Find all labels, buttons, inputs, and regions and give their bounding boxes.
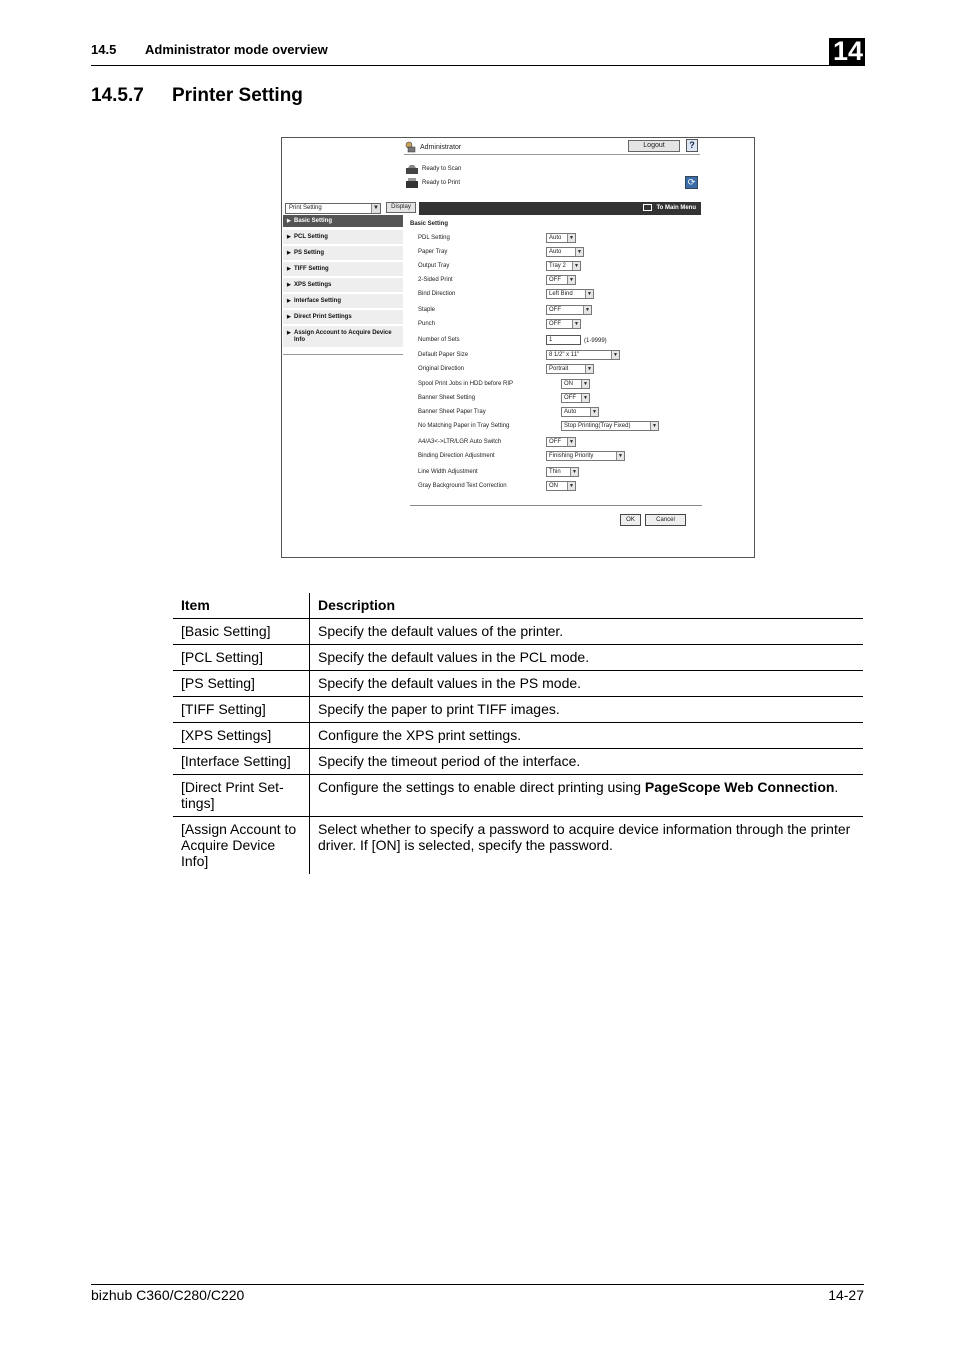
- spool-print-jobs-select[interactable]: [561, 379, 590, 389]
- sidebar-item-label: Direct Print Settings: [294, 314, 352, 320]
- chevron-down-icon: ▼: [575, 248, 583, 256]
- field-label: Bind Direction: [418, 291, 456, 297]
- table-row: [173, 645, 863, 671]
- form-divider: [410, 505, 702, 506]
- select-value: Auto: [564, 409, 577, 415]
- refresh-icon[interactable]: ⟳: [685, 176, 698, 189]
- description-text: .: [834, 779, 839, 795]
- select-value: Tray 2: [549, 263, 566, 269]
- administrator-label: Administrator: [420, 144, 462, 151]
- sidebar-item-xps-settings[interactable]: [283, 278, 403, 293]
- arrow-right-icon: ▶: [287, 218, 291, 224]
- select-value: Stop Printing(Tray Fixed): [564, 423, 631, 429]
- header-section-number: 14.5: [91, 42, 117, 57]
- select-value: OFF: [549, 439, 561, 445]
- chevron-down-icon: ▼: [567, 276, 575, 284]
- sidebar-item-label: TIFF Setting: [294, 266, 329, 272]
- chevron-down-icon: ▼: [650, 422, 658, 430]
- sidebar-item-direct-print-settings[interactable]: [283, 310, 403, 325]
- chevron-down-icon: ▼: [567, 438, 575, 446]
- field-label: Paper Tray: [418, 249, 448, 255]
- field-label: 2-Sided Print: [418, 277, 453, 283]
- table-row: [173, 775, 863, 817]
- sidebar-item-label: Assign Account to Acquire Device Info: [294, 330, 392, 343]
- menu-select[interactable]: [285, 203, 381, 214]
- sidebar-item-label: Basic Setting: [294, 218, 333, 224]
- gray-background-correction-select[interactable]: [546, 481, 576, 491]
- arrow-right-icon: ▶: [287, 234, 291, 240]
- item-cell: [Interface Setting]: [173, 749, 310, 775]
- arrow-right-icon: ▶: [287, 282, 291, 288]
- table-row: [173, 817, 863, 875]
- select-value: Thin: [549, 469, 561, 475]
- chevron-down-icon: ▼: [590, 408, 598, 416]
- arrow-right-icon: ▶: [287, 330, 291, 336]
- select-value: Left Bind: [549, 291, 573, 297]
- output-tray-select[interactable]: [546, 261, 581, 271]
- select-value: Auto: [549, 235, 562, 241]
- item-cell: [TIFF Setting]: [173, 697, 310, 723]
- description-cell: Select whether to specify a password to acquire device information through the printer driver. If [ON] is selected, specify the password.: [318, 821, 851, 853]
- logout-button[interactable]: Logout: [628, 140, 680, 152]
- field-label: No Matching Paper in Tray Setting: [418, 423, 510, 429]
- print-status: Ready to Print: [422, 180, 461, 186]
- chevron-down-icon: ▼: [581, 394, 589, 402]
- help-button[interactable]: ?: [686, 139, 698, 152]
- field-label: Spool Print Jobs in HDD before RIP: [418, 381, 514, 387]
- chevron-down-icon: ▼: [583, 306, 591, 314]
- field-label: Output Tray: [418, 263, 450, 269]
- footer-rule: [91, 1284, 864, 1285]
- item-cell: [PCL Setting]: [173, 645, 310, 671]
- chapter-number: [833, 36, 863, 67]
- select-value: OFF: [564, 395, 576, 401]
- sidebar-item-tiff-setting[interactable]: [283, 262, 403, 277]
- chevron-down-icon: ▼: [572, 320, 580, 328]
- field-label: Banner Sheet Paper Tray: [418, 409, 486, 415]
- banner-sheet-setting-select[interactable]: [561, 393, 590, 403]
- description-table: [173, 593, 863, 874]
- sidebar-item-interface-setting[interactable]: [283, 294, 403, 309]
- sidebar-divider: [283, 354, 403, 355]
- ok-button[interactable]: OK: [620, 514, 641, 526]
- sidebar-item-label: XPS Settings: [294, 282, 332, 288]
- description-cell: Specify the paper to print TIFF images.: [310, 697, 864, 723]
- field-label: PDL Setting: [418, 235, 450, 241]
- sidebar-item-assign-account[interactable]: [283, 326, 403, 348]
- table-row: [173, 671, 863, 697]
- number-of-sets-input[interactable]: 1: [546, 335, 581, 345]
- select-value: ON: [549, 483, 558, 489]
- chevron-down-icon: ▼: [572, 262, 580, 270]
- chevron-down-icon: ▼: [371, 204, 380, 213]
- description-cell: Specify the default values of the printer.: [310, 619, 864, 645]
- chevron-down-icon: ▼: [567, 482, 575, 490]
- header-rule: [91, 65, 864, 66]
- two-sided-print-select[interactable]: [546, 275, 576, 285]
- cancel-button[interactable]: Cancel: [645, 514, 686, 526]
- field-label: Number of Sets: [418, 337, 460, 343]
- footer-product: bizhub C360/C280/C220: [91, 1287, 245, 1303]
- header-section-title: Administrator mode overview: [145, 42, 328, 57]
- admin-divider: [404, 154, 700, 155]
- chevron-down-icon: ▼: [585, 365, 593, 373]
- section-title-text: Printer Setting: [172, 85, 303, 106]
- menu-select-value: Print Setting: [289, 205, 322, 211]
- select-value: 8 1/2" x 11": [549, 352, 580, 358]
- sidebar-item-basic-setting[interactable]: [283, 215, 403, 228]
- chevron-down-icon: ▼: [570, 468, 578, 476]
- to-main-menu-link[interactable]: To Main Menu: [656, 205, 696, 211]
- bind-direction-select[interactable]: [546, 289, 594, 299]
- select-value: OFF: [549, 277, 561, 283]
- sidebar-item-ps-setting[interactable]: [283, 246, 403, 261]
- arrow-right-icon: ▶: [287, 314, 291, 320]
- table-row: [173, 723, 863, 749]
- scanner-icon: [405, 164, 419, 175]
- table-header-row: [173, 593, 863, 619]
- punch-select[interactable]: [546, 319, 581, 329]
- chevron-down-icon: ▼: [616, 452, 624, 460]
- default-paper-size-select[interactable]: [546, 350, 620, 360]
- field-label: A4/A3<->LTR/LGR Auto Switch: [418, 439, 502, 445]
- running-header: [91, 42, 328, 57]
- description-cell: Configure the XPS print settings.: [310, 723, 864, 749]
- product-name: PageScope Web Connection: [644, 779, 835, 795]
- sidebar-item-label: Interface Setting: [294, 298, 342, 304]
- field-label: Banner Sheet Setting: [418, 395, 476, 401]
- field-label: Gray Background Text Correction: [418, 483, 507, 489]
- description-text: Configure the settings to enable direct printing using: [318, 779, 645, 795]
- paper-tray-select[interactable]: [546, 247, 584, 257]
- select-value: Portrait: [549, 366, 569, 372]
- column-header: Description: [310, 593, 864, 619]
- pdl-setting-select[interactable]: [546, 233, 576, 243]
- field-label: Default Paper Size: [418, 352, 469, 358]
- field-label: Original Direction: [418, 366, 465, 372]
- content-title: Basic Setting: [410, 221, 449, 227]
- arrow-right-icon: ▶: [287, 250, 291, 256]
- line-width-adjustment-select[interactable]: [546, 467, 579, 477]
- select-value: Auto: [549, 249, 562, 255]
- field-label: Punch: [418, 321, 436, 327]
- chevron-down-icon: ▼: [581, 380, 589, 388]
- item-cell: [Basic Setting]: [173, 619, 310, 645]
- printer-setting-screenshot: [281, 137, 755, 558]
- select-value: OFF: [549, 307, 561, 313]
- description-cell: [310, 775, 864, 817]
- sidebar-item-label: PCL Setting: [294, 234, 328, 240]
- chevron-down-icon: ▼: [585, 290, 593, 298]
- sidebar-item-pcl-setting[interactable]: [283, 230, 403, 245]
- main-menu-icon: [643, 204, 652, 211]
- select-value: Finishing Priority: [549, 453, 594, 459]
- no-matching-paper-select[interactable]: [561, 421, 659, 431]
- arrow-right-icon: ▶: [287, 266, 291, 272]
- sidebar-item-label: PS Setting: [294, 250, 325, 256]
- scan-status: Ready to Scan: [422, 166, 462, 172]
- staple-select[interactable]: [546, 305, 592, 315]
- column-header: Item: [173, 593, 310, 619]
- table-row: [173, 697, 863, 723]
- field-label: Staple: [418, 307, 436, 313]
- display-button[interactable]: Display: [386, 202, 416, 213]
- section-number: 14.5.7: [91, 85, 144, 106]
- original-direction-select[interactable]: [546, 364, 594, 374]
- chapter-number-text: 14: [833, 36, 864, 66]
- arrow-right-icon: ▶: [287, 298, 291, 304]
- item-cell: [Direct Print Set-tings]: [173, 775, 310, 817]
- field-label: Binding Direction Adjustment: [418, 453, 495, 459]
- page-number: 14-27: [828, 1287, 864, 1303]
- banner-sheet-paper-tray-select[interactable]: [561, 407, 599, 417]
- section-title: [91, 85, 303, 107]
- description-cell: Specify the default values in the PCL mode.: [310, 645, 864, 671]
- top-bar: [419, 202, 701, 215]
- printer-icon: [405, 178, 419, 189]
- table-row: [173, 749, 863, 775]
- chevron-down-icon: ▼: [567, 234, 575, 242]
- description-cell: Specify the timeout period of the interface.: [310, 749, 864, 775]
- select-value: OFF: [549, 321, 561, 327]
- item-cell: [PS Setting]: [173, 671, 310, 697]
- description-cell: Specify the default values in the PS mode.: [310, 671, 864, 697]
- field-label: Line Width Adjustment: [418, 469, 478, 475]
- item-cell: [XPS Settings]: [173, 723, 310, 749]
- table-row: [173, 619, 863, 645]
- binding-direction-adjustment-select[interactable]: [546, 451, 625, 461]
- item-cell: [Assign Account to Acquire Device Info]: [173, 817, 310, 875]
- number-of-sets-hint: (1-9999): [584, 338, 607, 344]
- auto-switch-select[interactable]: [546, 437, 576, 447]
- select-value: ON: [564, 381, 573, 387]
- administrator-icon: [405, 141, 417, 153]
- chevron-down-icon: ▼: [611, 351, 619, 359]
